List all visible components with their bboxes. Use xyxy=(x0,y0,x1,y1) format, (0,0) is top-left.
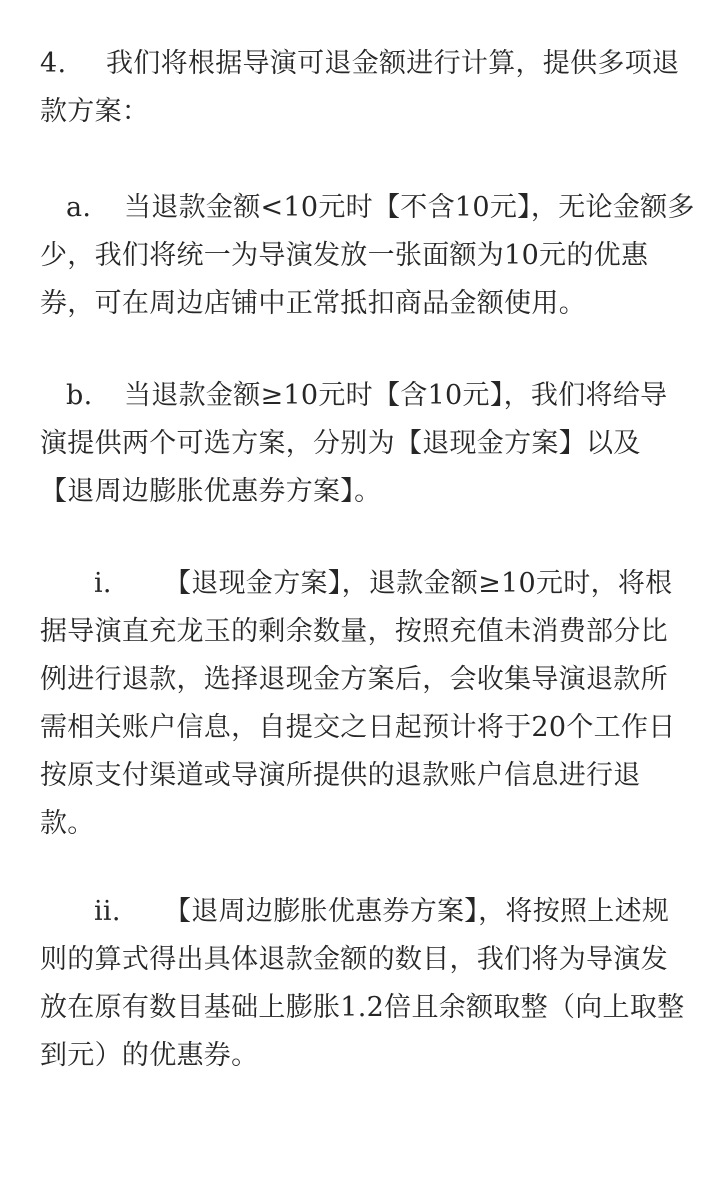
item-a-paragraph xyxy=(40,184,695,328)
item-ii-paragraph xyxy=(40,888,685,1080)
list-marker: ii. xyxy=(94,896,121,927)
paragraph-line: 需相关账户信息，自提交之日起预计将于20个工作日 xyxy=(40,712,676,743)
list-marker: 4. xyxy=(40,48,67,79)
paragraph-line xyxy=(40,184,695,232)
paragraph-line: 据导演直充龙玉的剩余数量，按照充值未消费部分比 xyxy=(40,616,668,647)
paragraph-line: 少，我们将统一为导演发放一张面额为10元的优惠 xyxy=(40,240,649,271)
paragraph-line: 【退周边膨胀优惠券方案】。 xyxy=(40,476,382,507)
paragraph-line xyxy=(40,372,680,420)
paragraph-line: 演提供两个可选方案，分别为【退现金方案】以及 xyxy=(40,428,641,459)
paragraph-line: 款方案： xyxy=(40,96,150,127)
line-text: 当退款金额<10元时【不含10元】，无论金额多 xyxy=(124,192,695,223)
paragraph-line: 按原支付渠道或导演所提供的退款账户信息进行退 xyxy=(40,760,641,791)
paragraph-line xyxy=(40,40,680,88)
paragraph-line: 放在原有数目基础上膨胀1.2倍且余额取整（向上取整 xyxy=(40,992,685,1023)
line-text: 【退现金方案】，退款金额≥10元时，将根 xyxy=(164,568,673,599)
paragraph-line: 则的算式得出具体退款金额的数目，我们将为导演发 xyxy=(40,944,668,975)
item-b-paragraph xyxy=(40,372,680,516)
paragraph-line xyxy=(40,888,680,936)
list-marker: i. xyxy=(94,568,112,599)
paragraph-line: 例进行退款，选择退现金方案后，会收集导演退款所 xyxy=(40,664,668,695)
section-4-paragraph xyxy=(40,40,680,136)
line-text: 我们将根据导演可退金额进行计算，提供多项退 xyxy=(106,48,680,79)
list-marker: b. xyxy=(66,380,93,411)
paragraph-line: 到元）的优惠券。 xyxy=(40,1040,259,1071)
paragraph-line: 款。 xyxy=(40,808,95,839)
item-i-paragraph xyxy=(40,560,680,848)
line-text: 【退周边膨胀优惠券方案】，将按照上述规 xyxy=(164,896,670,927)
paragraph-line: 券，可在周边店铺中正常抵扣商品金额使用。 xyxy=(40,288,586,319)
paragraph-line xyxy=(40,560,680,608)
list-marker: a. xyxy=(66,192,92,223)
line-text: 当退款金额≥10元时【含10元】，我们将给导 xyxy=(124,380,668,411)
